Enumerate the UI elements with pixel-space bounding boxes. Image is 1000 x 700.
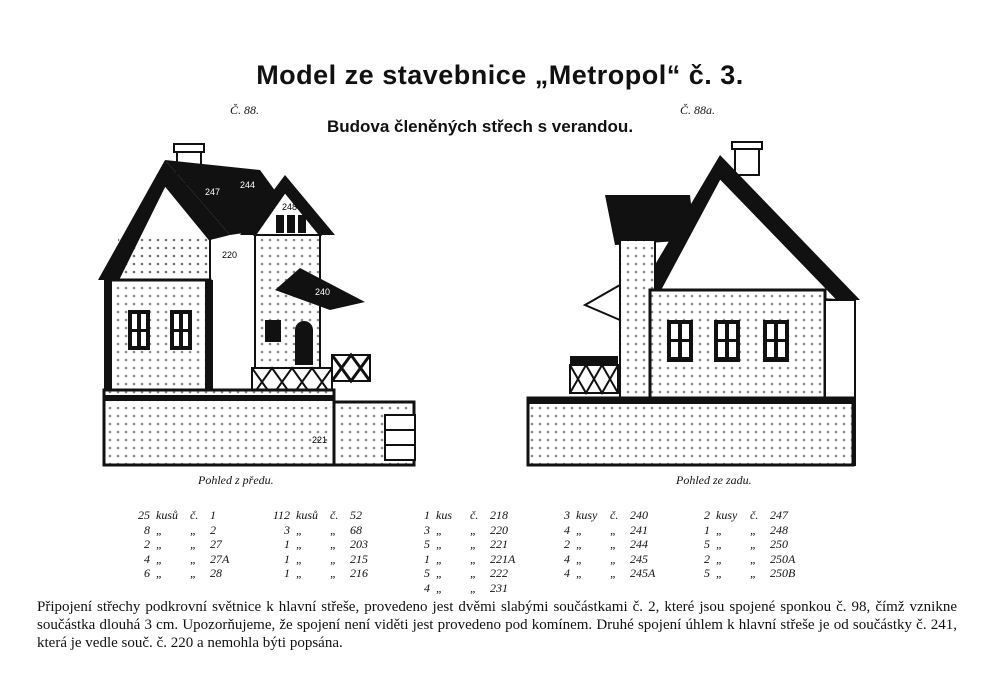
parts-row: 2 „ „ 27: [144, 537, 222, 552]
assembly-note: Připojení střechy podkrovní světnice k hlavní střeše, provedeno jest dvěmi slabými součástkami č. 2, které jsou spojené sponkou č. 98, čímž vznikne součástka dlouhá 3 cm. Upozorňujeme, že spojení není viděti jest provedeno pod komínem. Druhé spojení úhlem k hlavní střeše je od součástky č. 241, která je vedle souč. č. 220 a nemohla býti popsána.: [37, 599, 957, 651]
parts-row: 5 „ „ 221: [424, 537, 508, 552]
page-title: Model ze stavebnice „Metropol“ č. 3.: [256, 60, 744, 90]
front-view-illustration: [90, 140, 490, 470]
parts-row: 1 „ „ 203: [284, 537, 368, 552]
front-view-caption: Pohled z předu.: [198, 473, 274, 487]
parts-row: 3 „ „ 220: [424, 522, 508, 537]
upper-window: [276, 215, 284, 233]
label-220: 220: [222, 250, 238, 260]
parts-row: 112 kusů č. 52: [272, 508, 362, 522]
label-221: 221: [312, 435, 328, 445]
parts-row: 5 „ „ 250: [704, 537, 788, 552]
parts-column-3: [410, 508, 534, 596]
parts-row: 2 kusy č. 247: [704, 508, 788, 522]
parts-row: 4 „ „ 245: [564, 551, 648, 566]
label-244: 244: [240, 180, 256, 190]
back-window-2: [714, 320, 740, 362]
window-left-1: [128, 310, 150, 350]
back-view-caption: Pohled ze zadu.: [676, 473, 752, 487]
parts-column-4: [550, 508, 674, 581]
label-248: 248: [282, 202, 298, 212]
parts-row: 5 „ „ 222: [424, 566, 508, 581]
parts-row: 5 „ „ 250B: [704, 566, 796, 581]
parts-row: 4 „ „ 245A: [564, 566, 656, 581]
back-view-illustration: [520, 140, 880, 470]
parts-row: 8 „ „ 2: [144, 522, 216, 537]
back-window-1: [667, 320, 693, 362]
parts-row: 1 „ „ 215: [284, 551, 368, 566]
figure-ref-back: Č. 88a.: [680, 103, 716, 117]
parts-row: 1 kus č. 218: [424, 508, 508, 522]
small-window: [265, 320, 281, 342]
parts-row: 3 „ „ 68: [284, 522, 362, 537]
parts-column-2: [270, 508, 394, 581]
parts-row: 6 „ „ 28: [144, 566, 222, 581]
parts-row: 2 „ „ 244: [564, 537, 648, 552]
parts-row: 3 kusy č. 240: [564, 508, 648, 522]
door: [295, 330, 313, 365]
parts-row: 1 „ „ 221A: [424, 551, 516, 566]
parts-row: 1 „ „ 248: [704, 522, 788, 537]
window-left-2: [170, 310, 192, 350]
parts-column-5: [690, 508, 814, 581]
parts-row: 4 „ „ 27A: [144, 551, 230, 566]
label-240-porch: 240: [315, 287, 331, 297]
parts-row: 4 „ „ 241: [564, 522, 648, 537]
steps: [385, 415, 415, 460]
parts-row: 4 „ „ 231: [424, 580, 508, 595]
parts-row: 2 „ „ 250A: [704, 551, 796, 566]
page-subtitle: Budova členěných střech s verandou.: [326, 117, 634, 136]
label-247: 247: [205, 187, 221, 197]
parts-row: 25 kusů č. 1: [138, 508, 216, 522]
parts-row: 1 „ „ 216: [284, 566, 368, 581]
parts-column-1: [130, 508, 254, 581]
figure-ref-front: Č. 88.: [230, 103, 260, 117]
back-window-3: [763, 320, 789, 362]
